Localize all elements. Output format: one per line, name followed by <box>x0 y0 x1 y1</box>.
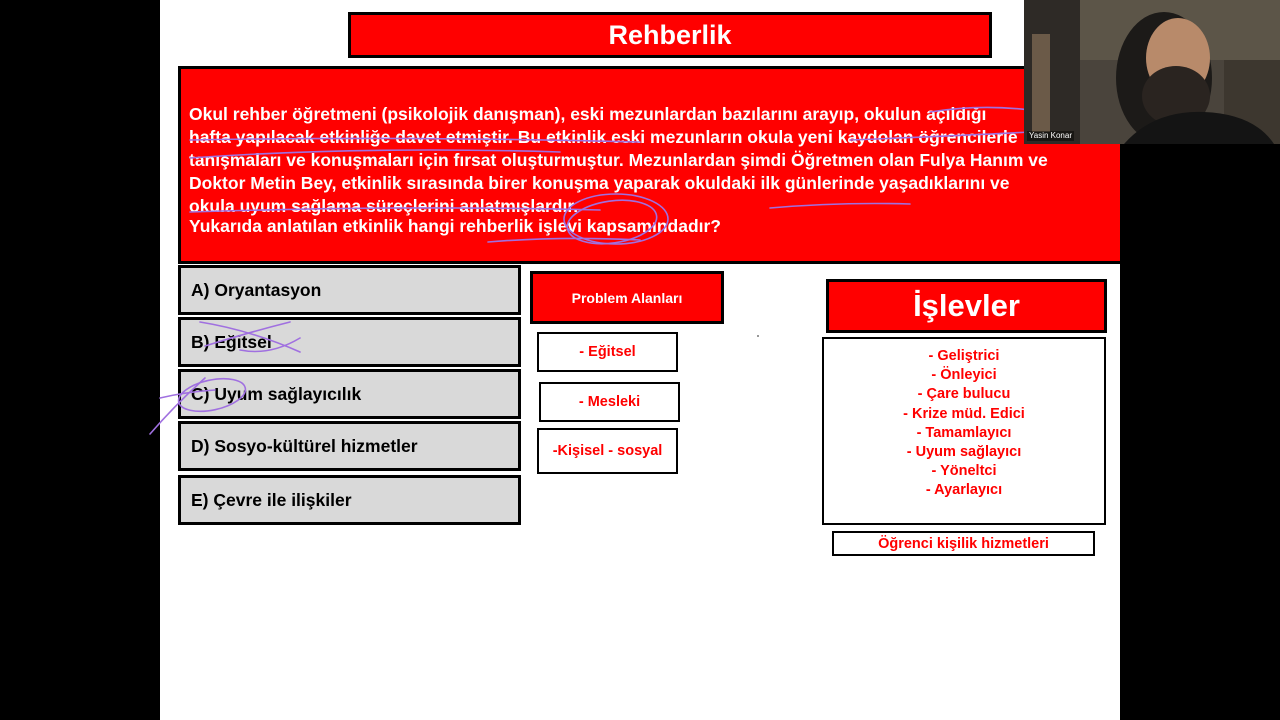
function-item: - Ayarlayıcı <box>925 482 1003 499</box>
function-item: - Yöneltci <box>931 463 997 480</box>
function-item: - Geliştrici <box>928 348 1000 364</box>
function-item: - Önleyici <box>931 367 997 384</box>
slide-title: Rehberlik <box>348 12 992 58</box>
answer-option-d[interactable]: D) Sosyo-kültürel hizmetler <box>178 421 521 471</box>
webcam-feed-image <box>1024 0 1280 144</box>
question-line: okula uyum sağlama süreçlerini anlatmışlardır. <box>189 196 579 216</box>
answer-option-c[interactable]: C) Uyum sağlayıcılık <box>178 369 521 419</box>
question-line: tanışmaları ve konuşmaları için fırsat oluşturmuştur. Mezunlardan şimdi Öğretmen olan Fulya Hanım ve <box>189 150 1048 170</box>
function-item: - Uyum sağlayıcı <box>906 444 1022 461</box>
function-item: - Çare bulucu <box>917 386 1011 403</box>
question-line: hafta yapılacak etkinliğe davet etmiştir. Bu etkinlik eski mezunların okula yeni kaydolan öğrencilerle <box>189 127 1018 147</box>
webcam-video <box>1024 0 1280 144</box>
functions-header: İşlevler <box>826 279 1107 333</box>
question-prompt: Yukarıda anlatılan etkinlik hangi rehberlik işlevi kapsamındadır? <box>189 216 721 236</box>
question-line: Doktor Metin Bey, etkinlik sırasında birer konuşma yaparak okuldaki ilk günlerinde yaşadıklarını ve <box>189 173 1010 193</box>
presentation-slide <box>160 0 1120 720</box>
problem-area-item: -Kişisel - sosyal <box>537 428 678 474</box>
participant-name: Yasin Konar <box>1029 131 1072 140</box>
function-item: - Krize müd. Edici <box>903 405 1025 422</box>
problem-area-item: - Eğitsel <box>537 332 678 372</box>
problem-area-item: - Mesleki <box>539 382 680 422</box>
functions-footer: Öğrenci kişilik hizmetleri <box>832 531 1095 556</box>
problem-areas-header: Problem Alanları <box>530 271 724 324</box>
function-item: - Tamamlayıcı <box>916 424 1012 441</box>
answer-option-a[interactable]: A) Oryantasyon <box>178 265 521 315</box>
question-line: Okul rehber öğretmeni (psikolojik danışman), eski mezunlardan bazılarını arayıp, okulun açıldığı <box>189 104 987 124</box>
answer-option-b[interactable]: B) Eğitsel <box>178 317 521 367</box>
question-box <box>178 66 1120 264</box>
functions-list <box>822 337 1106 525</box>
answer-option-e[interactable]: E) Çevre ile ilişkiler <box>178 475 521 525</box>
